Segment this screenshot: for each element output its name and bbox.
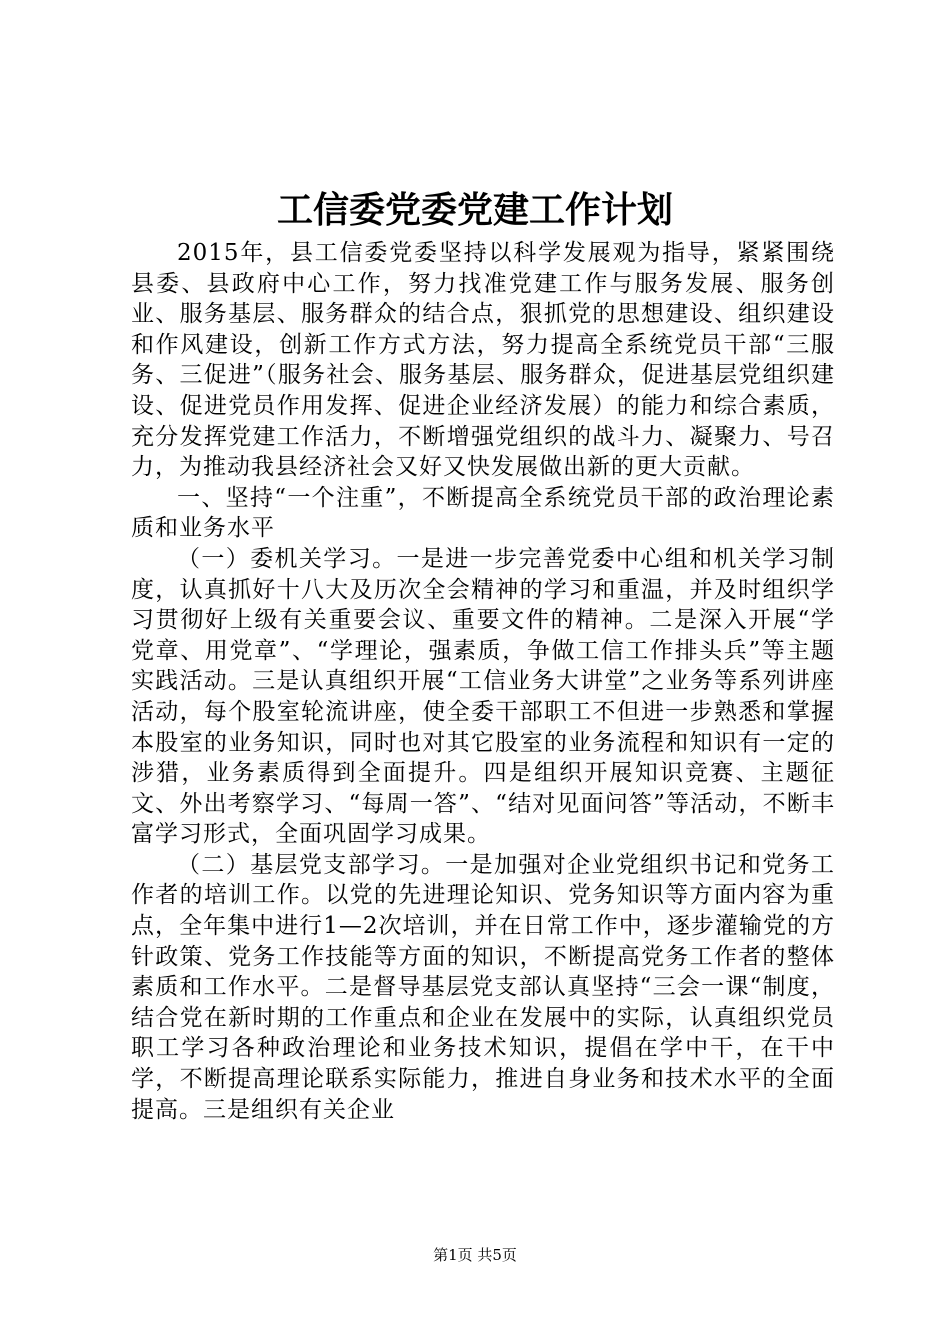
document-title: 工信委党委党建工作计划 [276, 189, 673, 231]
paragraph-intro: 2015年，县工信委党委坚持以科学发展观为指导，紧紧围绕县委、县政府中心工作，努力找准党建工作与服务发展、服务创业、服务基层、服务群众的结合点，狠抓党的思想建设、组织建设和作风建设，创新工作方式方法，努力提高全系统党员干部“三服务、三促进”（服务社会、服务基层、服务群众，促进基层党组织建设、促进党员作用发挥、促进企业经济发展）的能力和综合素质，充分发挥党建工作活力，不断增强党组织的战斗力、凝聚力、号召力，为推动我县经济社会又好又快发展做出新的更大贡献。 [131, 240, 835, 481]
paragraph-section-1-1: （一）委机关学习。一是进一步完善党委中心组和机关学习制度，认真抓好十八大及历次全会精神的学习和重温，并及时组织学习贯彻好上级有关重要会议、重要文件的精神。二是深入开展“学党章、用党章”、“学理论，强素质，争做工信工作排头兵”等主题实践活动。三是认真组织开展“工信业务大讲堂”之业务等系列讲座活动，每个股室轮流讲座，使全委干部职工不但进一步熟悉和掌握本股室的业务知识，同时也对其它股室的业务流程和知识有一定的涉猎，业务素质得到全面提升。四是组织开展知识竞赛、主题征文、外出考察学习、“每周一答”、“结对见面问答”等活动，不断丰富学习形式，全面巩固学习成果。 [131, 545, 835, 848]
section-heading-1: 一、坚持“一个注重”，不断提高全系统党员干部的政治理论素质和业务水平 [131, 484, 835, 542]
document-body [131, 238, 835, 1125]
paragraph-section-1-2: （二）基层党支部学习。一是加强对企业党组织书记和党务工作者的培训工作。以党的先进理论知识、党务知识等方面内容为重点，全年集中进行1—2次培训，并在日常工作中，逐步灌输党的方针政策、党务工作技能等方面的知识，不断提高党务工作者的整体素质和工作水平。二是督导基层党支部认真坚持“三会一课“制度，结合党在新时期的工作重点和企业在发展中的实际，认真组织党员职工学习各种政治理论和业务技术知识，提倡在学中干，在干中学，不断提高理论联系实际能力，推进自身业务和技术水平的全面提高。三是组织有关企业 [131, 851, 835, 1123]
page-footer: 第1页 共5页 [433, 1246, 517, 1264]
